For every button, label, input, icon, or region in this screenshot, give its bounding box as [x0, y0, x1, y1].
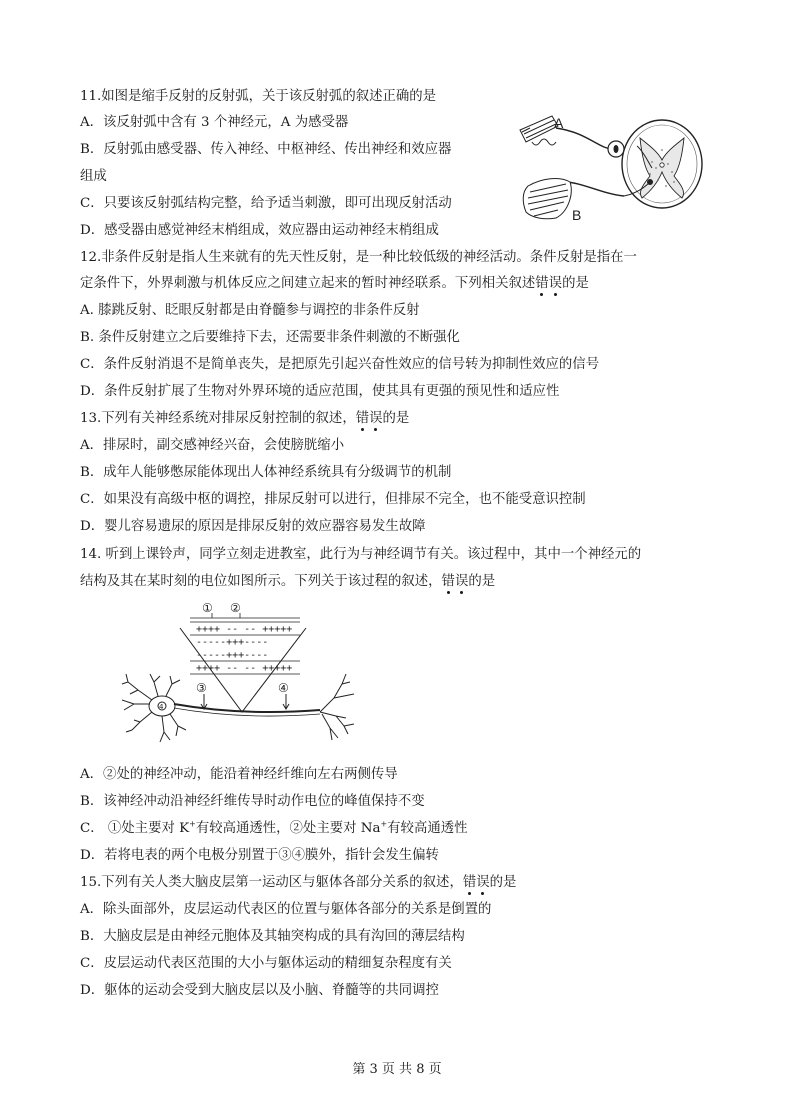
- fig-row-2: -----+++----: [196, 637, 269, 648]
- fig-circle-3: ③: [196, 681, 207, 695]
- q12-option-b: B. 条件反射建立之后要维持下去，还需要非条件刺激的不断强化: [80, 330, 460, 345]
- q15-option-d: D．躯体的运动会受到大脑皮层以及小脑、脊髓等的共同调控: [80, 983, 439, 998]
- fig-circle-2: ②: [230, 601, 241, 615]
- spinal-cord: [622, 120, 702, 208]
- q15-option-c: C．皮层运动代表区范围的大小与躯体运动的精细复杂程度有关: [80, 956, 452, 971]
- q11-stem: 11.如图是缩手反射的反射弧，关于该反射弧的叙述正确的是: [80, 89, 437, 104]
- q13-option-a: A．排尿时，副交感神经兴奋，会使膀胱缩小: [80, 438, 345, 453]
- q12-option-c: C．条件反射消退不是简单丧失，是把原先引起兴奋性效应的信号转为抑制性效应的信号: [80, 357, 600, 372]
- q11-option-b-line1: B．反射弧由感受器、传入神经、中枢神经、传出神经和效应器: [80, 142, 452, 157]
- q15-stem: 15.下列有关人类大脑皮层第一运动区与躯体各部分关系的叙述，错误的是: [80, 875, 517, 890]
- q13-stem: 13.下列有关神经系统对排尿反射控制的叙述，错误的是: [80, 411, 410, 426]
- effector-muscle: [523, 179, 571, 219]
- efferent-nerve: [564, 182, 624, 196]
- q15-option-a: A．除头面部外，皮层运动代表区的位置与躯体各部分的关系是倒置的: [80, 902, 492, 917]
- axon-terminal: [320, 674, 354, 740]
- q11-option-d: D．感受器由感觉神经末梢组成，效应器由运动神经末梢组成: [80, 223, 439, 238]
- q13-option-d: D．婴儿容易遗尿的原因是排尿反射的效应器容易发生故障: [80, 519, 426, 534]
- q14-option-c: C． ①处主要对 K+有较高通透性，②处主要对 Na+有较高通透性: [80, 819, 468, 836]
- fig-label-b: B: [572, 207, 582, 223]
- neuron-cell-body: [122, 674, 186, 742]
- q11-option-b-line2: 组成: [80, 169, 107, 184]
- fig-circle-4: ④: [278, 681, 289, 695]
- q12-option-d: D．条件反射扩展了生物对外界环境的适应范围，使其具有更强的预见性和适应性: [80, 384, 560, 399]
- neuron-figure: [110, 598, 380, 758]
- fig-circle-1: ①: [202, 601, 213, 615]
- fig-row-1: ++++ -- -- +++++: [196, 624, 293, 635]
- q11-option-a: A．该反射弧中含有 3 个神经元，A 为感受器: [80, 115, 349, 130]
- fig-label-a: A: [554, 115, 564, 131]
- q11-option-c: C．只要该反射弧结构完整，给予适当刺激，即可出现反射活动: [80, 196, 452, 211]
- receptor-skin: [520, 116, 558, 145]
- q12-option-a: A. 膝跳反射、眨眼反射都是由脊髓参与调控的非条件反射: [80, 303, 420, 318]
- q14-option-a: A．②处的神经冲动，能沿着神经纤维向左右两侧传导: [80, 767, 398, 782]
- reflex-arc-figure: [512, 102, 717, 227]
- q12-stem-line2: 定条件下，外界刺激与机体反应之间建立起来的暂时神经联系。下列相关叙述错误的是: [80, 276, 589, 291]
- q13-option-c: C．如果没有高级中枢的调控，排尿反射可以进行，但排尿不完全，也不能受意识控制: [80, 492, 586, 507]
- q14-stem-line2: 结构及其在某时刻的电位如图所示。下列关于该过程的叙述，错误的是: [80, 574, 496, 589]
- svg-text:4: 4: [159, 703, 164, 711]
- q14-option-d: D．若将电表的两个电极分别置于③④膜外，指针会发生偏转: [80, 848, 439, 863]
- q12-stem-line1: 12.非条件反射是指人生来就有的先天性反射，是一种比较低级的神经活动。条件反射是指在一: [80, 250, 637, 265]
- fig-row-3: -----+++----: [196, 650, 269, 661]
- fig-row-4: ++++ -- -- +++++: [196, 663, 293, 674]
- q14-option-b: B．该神经冲动沿神经纤维传导时动作电位的峰值保持不变: [80, 794, 425, 809]
- q15-option-b: B．大脑皮层是由神经元胞体及其轴突构成的具有沟回的薄层结构: [80, 929, 465, 944]
- q13-option-b: B．成年人能够憋尿能体现出人体神经系统具有分级调节的机制: [80, 465, 452, 480]
- q14-stem-line1: 14. 听到上课铃声，同学立刻走进教室，此行为与神经调节有关。该过程中，其中一个神经元的: [80, 547, 642, 562]
- page-footer: 第 3 页 共 8 页: [352, 1062, 442, 1077]
